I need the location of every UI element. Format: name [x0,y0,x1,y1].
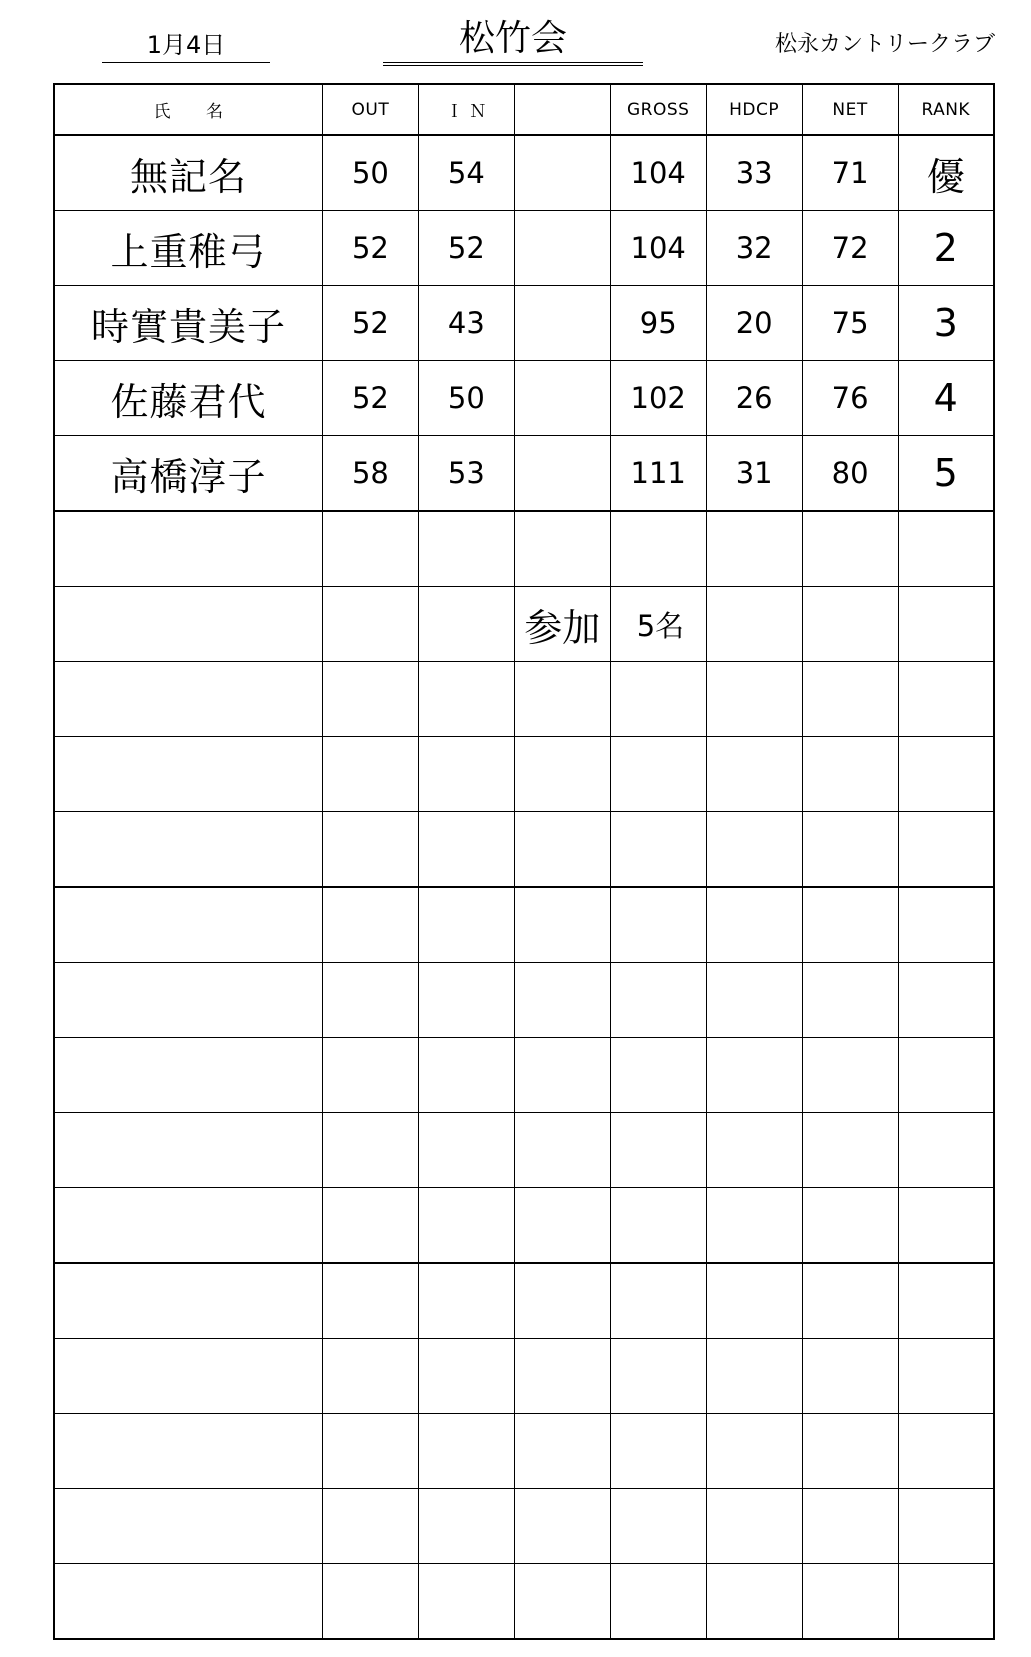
out-score: 58 [322,436,418,512]
empty-row [54,737,994,812]
in-score: 43 [418,286,514,361]
event-title: 松竹会 [383,16,643,66]
empty-row [54,812,994,888]
empty-row [54,1339,994,1414]
score-table [53,83,995,1640]
player-name: 佐藤君代 [54,361,322,436]
empty-row [54,1263,994,1339]
gross-score: 104 [610,211,706,286]
player-name: 上重稚弓 [54,211,322,286]
participation-row [54,587,994,662]
empty-row [54,1188,994,1264]
table-row [54,361,994,436]
empty-row [54,1113,994,1188]
out-score: 52 [322,286,418,361]
net-score: 80 [802,436,898,512]
participation-count: 5名 [610,587,706,662]
net-score: 72 [802,211,898,286]
rank-value: 4 [898,361,994,436]
rank-value: 3 [898,286,994,361]
column-header-hdcp: HDCP [706,84,802,135]
empty-row [54,887,994,963]
gross-score: 102 [610,361,706,436]
in-score: 53 [418,436,514,512]
column-header-rank: RANK [898,84,994,135]
hdcp-value: 20 [706,286,802,361]
player-name: 無記名 [54,135,322,211]
gross-score: 104 [610,135,706,211]
empty-row [54,963,994,1038]
net-score: 75 [802,286,898,361]
in-score: 54 [418,135,514,211]
net-score: 76 [802,361,898,436]
column-header-gross: GROSS [610,84,706,135]
participation-label: 参加 [514,587,610,662]
hdcp-value: 31 [706,436,802,512]
out-score: 50 [322,135,418,211]
out-score: 52 [322,211,418,286]
table-row [54,436,994,512]
column-header-net: NET [802,84,898,135]
blank-cell [514,361,610,436]
event-date: 1月4日 [102,28,270,63]
player-name: 高橋淳子 [54,436,322,512]
empty-row [54,1038,994,1113]
rank-value: 5 [898,436,994,512]
out-score: 52 [322,361,418,436]
in-score: 52 [418,211,514,286]
rank-value: 2 [898,211,994,286]
empty-row [54,1489,994,1564]
gross-score: 95 [610,286,706,361]
header-row [54,84,994,135]
gross-score: 111 [610,436,706,512]
empty-row [54,662,994,737]
blank-cell [514,436,610,512]
table-row [54,211,994,286]
hdcp-value: 32 [706,211,802,286]
rank-value: 優 [898,135,994,211]
hdcp-value: 33 [706,135,802,211]
blank-cell [514,286,610,361]
empty-row [54,1414,994,1489]
net-score: 71 [802,135,898,211]
table-row [54,135,994,211]
player-name: 時實貴美子 [54,286,322,361]
blank-cell [514,135,610,211]
in-score: 50 [418,361,514,436]
column-header-name: 氏 名 [54,84,322,135]
column-header-out: OUT [322,84,418,135]
table-row [54,286,994,361]
hdcp-value: 26 [706,361,802,436]
column-header-blank [514,84,610,135]
sheet-header [0,0,1031,80]
empty-row [54,1564,994,1640]
column-header-in: Ｉ Ｎ [418,84,514,135]
club-name: 松永カントリークラブ [774,32,995,57]
empty-row [54,511,994,587]
blank-cell [514,211,610,286]
